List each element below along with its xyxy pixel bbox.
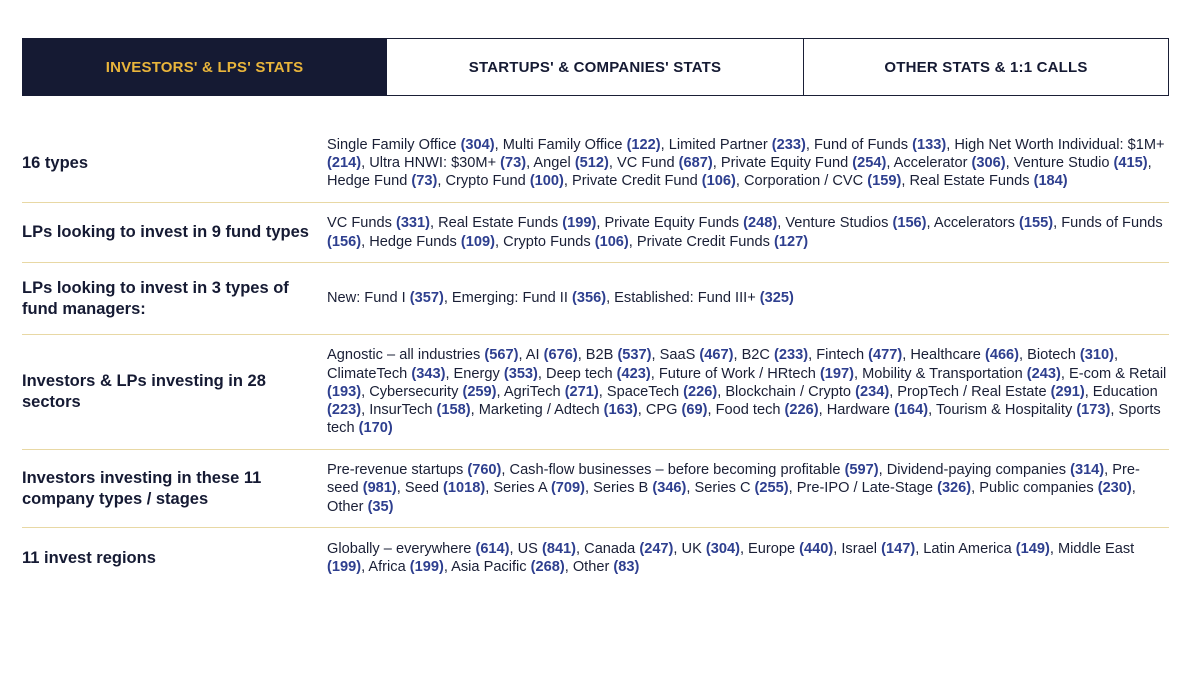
item-count: (122): [626, 136, 661, 153]
item-name: Blockchain / Crypto: [725, 383, 856, 400]
row-items: Agnostic – all industries (567), AI (676), B2B (537), SaaS (467), B2C (233), Fintech (477), Healthcare (466), Biotech (310), ClimateTech (343), Energy (353), Deep tech (423), Future of Work / HRtech (197), Mobility & Transportation (243), E-com & Retail (193), Cybersecurity (259), AgriTech (271), SpaceTech (226), Blockchain / Crypto (234), PropTech / Real Estate (291), Education (223), InsurTech (158), Marketing / Adtech (163), CPG (69), Food tech (226), Hardware (164), Tourism & Hospitality (173), Sports tech (170): [327, 347, 1167, 437]
item-count: (199): [562, 215, 597, 232]
row-label: 11 invest regions: [22, 548, 156, 567]
row-items: New: Fund I (357), Emerging: Fund II (356), Established: Fund III+ (325): [327, 290, 794, 307]
item-count: (83): [613, 559, 640, 575]
stats-row-sectors: [22, 335, 1169, 450]
item-count: (709): [550, 480, 586, 497]
item-name: Hedge Funds: [369, 233, 461, 250]
item-name: Real Estate Funds: [909, 173, 1034, 190]
item-count: (133): [912, 136, 947, 153]
stats-row-lp-fund-types: [22, 203, 1169, 263]
item-count: (331): [395, 215, 431, 232]
item-count: (199): [409, 559, 444, 575]
item-count: (537): [617, 347, 652, 364]
item-name: High Net Worth Individual: $1M+: [954, 136, 1165, 153]
item-name: Fintech: [816, 347, 869, 364]
item-count: (127): [773, 233, 809, 250]
item-name: Other: [327, 498, 368, 515]
item-count: (233): [774, 347, 809, 364]
stats-tab-bar: [22, 38, 1169, 96]
item-name: Emerging: Fund II: [451, 290, 572, 307]
item-count: (69): [681, 402, 708, 419]
item-count: (326): [937, 480, 972, 497]
item-count: (214): [327, 154, 362, 171]
item-count: (163): [603, 402, 638, 419]
stats-table: [22, 124, 1169, 588]
item-count: (173): [1076, 402, 1111, 419]
item-name: US: [517, 540, 542, 557]
item-count: (156): [892, 215, 927, 232]
item-count: (230): [1097, 480, 1132, 497]
item-name: Europe: [748, 540, 800, 557]
item-name: AgriTech: [503, 383, 565, 400]
item-count: (467): [699, 347, 734, 364]
tab-other-stats-calls[interactable]: OTHER STATS & 1:1 CALLS: [804, 38, 1169, 96]
item-count: (597): [844, 462, 879, 479]
item-count: (567): [484, 347, 519, 364]
row-items: VC Funds (331), Real Estate Funds (199), Private Equity Funds (248), Venture Studios (156), Accelerators (155), Funds of Funds (156), Hedge Funds (109), Crypto Funds (106), Private Credit Funds (127): [327, 215, 1163, 250]
item-name: Series B: [593, 480, 653, 497]
item-count: (164): [894, 402, 929, 419]
item-count: (243): [1026, 365, 1061, 382]
item-name: Asia Pacific: [451, 559, 531, 575]
item-count: (291): [1050, 383, 1085, 400]
item-name: Israel: [841, 540, 882, 557]
item-name: UK: [681, 540, 706, 557]
item-name: Cash-flow businesses – before becoming profitable: [509, 462, 845, 479]
item-name: Corporation / CVC: [743, 173, 868, 190]
item-count: (676): [543, 347, 578, 364]
item-name: Biotech: [1027, 347, 1080, 364]
item-count: (440): [799, 540, 834, 557]
item-name: Globally – everywhere: [327, 540, 476, 557]
item-count: (223): [327, 402, 362, 419]
tab-investors-lps-stats[interactable]: INVESTORS' & LPS' STATS: [22, 38, 387, 96]
item-name: Fund of Funds: [813, 136, 913, 153]
item-count: (254): [852, 154, 887, 171]
item-count: (170): [358, 420, 393, 437]
item-count: (73): [411, 173, 438, 190]
stats-row-company-stages: [22, 450, 1169, 528]
item-count: (226): [784, 402, 819, 419]
item-count: (234): [855, 383, 890, 400]
item-count: (423): [616, 365, 651, 382]
item-name: Agnostic – all industries: [327, 347, 485, 364]
item-name: Multi Family Office: [502, 136, 627, 153]
item-name: CPG: [645, 402, 682, 419]
item-name: Pre-IPO / Late-Stage: [796, 480, 938, 497]
item-count: (100): [529, 173, 564, 190]
item-name: Hedge Fund: [327, 173, 412, 190]
item-count: (73): [500, 154, 527, 171]
item-count: (614): [475, 540, 510, 557]
item-name: PropTech / Real Estate: [897, 383, 1051, 400]
item-name: Education: [1092, 383, 1158, 400]
item-count: (346): [652, 480, 687, 497]
item-count: (255): [754, 480, 789, 497]
item-name: B2B: [585, 347, 618, 364]
item-name: Series A: [493, 480, 551, 497]
item-count: (353): [503, 365, 538, 382]
item-name: Marketing / Adtech: [478, 402, 604, 419]
item-name: Venture Studios: [785, 215, 893, 232]
item-name: Cybersecurity: [369, 383, 463, 400]
item-name: SaaS: [659, 347, 700, 364]
item-name: E-com & Retail: [1068, 365, 1167, 382]
row-label: LPs looking to invest in 9 fund types: [22, 223, 309, 241]
item-count: (155): [1019, 215, 1054, 232]
item-name: Crypto Fund: [445, 173, 530, 190]
item-name: Private Equity Fund: [720, 154, 853, 171]
item-name: Canada: [584, 540, 640, 557]
item-name: Mobility & Transportation: [862, 365, 1027, 382]
item-count: (184): [1033, 173, 1068, 190]
item-count: (233): [771, 136, 806, 153]
item-count: (306): [971, 154, 1006, 171]
item-count: (156): [327, 233, 362, 250]
item-name: Future of Work / HRtech: [658, 365, 820, 382]
item-name: Sports tech: [327, 402, 1161, 437]
item-name: Ultra HNWI: $30M+: [369, 154, 501, 171]
row-items: Single Family Office (304), Multi Family Office (122), Limited Partner (233), Fund of Funds (133), High Net Worth Individual: $1M+ (214), Ultra HNWI: $30M+ (73), Angel (512), VC Fund (687), Private Equity Fund (254), Accelerator (306), Venture Studio (415), Hedge Fund (73), Crypto Fund (100), Private Credit Fund (106), Corporation / CVC (159), Real Estate Funds (184): [327, 136, 1165, 190]
item-name: Venture Studio: [1013, 154, 1114, 171]
item-count: (106): [594, 233, 629, 250]
row-label: Investors & LPs investing in 28 sectors: [22, 372, 266, 411]
stats-row-regions: [22, 528, 1169, 588]
item-name: Africa: [368, 559, 410, 575]
item-name: Funds of Funds: [1061, 215, 1163, 232]
item-count: (415): [1113, 154, 1148, 171]
item-count: (268): [530, 559, 565, 575]
item-name: Food tech: [715, 402, 785, 419]
item-count: (357): [409, 290, 444, 307]
item-name: Pre-seed: [327, 462, 1140, 497]
tab-startups-companies-stats[interactable]: STARTUPS' & COMPANIES' STATS: [387, 38, 804, 96]
item-name: Dividend-paying companies: [886, 462, 1071, 479]
item-count: (314): [1070, 462, 1105, 479]
item-count: (356): [571, 290, 607, 307]
item-name: Other: [572, 559, 614, 575]
item-name: Accelerator: [893, 154, 972, 171]
item-name: Private Equity Funds: [604, 215, 744, 232]
item-count: (304): [460, 136, 495, 153]
item-name: B2C: [741, 347, 775, 364]
item-name: Pre-revenue startups: [327, 462, 468, 479]
item-count: (259): [462, 383, 497, 400]
item-count: (247): [639, 540, 674, 557]
item-count: (304): [705, 540, 740, 557]
item-name: InsurTech: [369, 402, 437, 419]
row-label: Investors investing in these 11 company types / stages: [22, 468, 262, 508]
item-name: Real Estate Funds: [438, 215, 563, 232]
item-name: ClimateTech: [327, 365, 412, 382]
item-count: (193): [327, 383, 362, 400]
item-name: Tourism & Hospitality: [936, 402, 1077, 419]
item-count: (512): [574, 154, 609, 171]
item-count: (343): [411, 365, 446, 382]
item-name: Private Credit Funds: [636, 233, 774, 250]
item-name: VC Fund: [617, 154, 679, 171]
item-count: (687): [678, 154, 713, 171]
item-name: Hardware: [826, 402, 895, 419]
row-items: Globally – everywhere (614), US (841), Canada (247), UK (304), Europe (440), Israel (147), Latin America (149), Middle East (199), Africa (199), Asia Pacific (268), Other (83): [327, 540, 1135, 575]
item-name: Crypto Funds: [503, 233, 595, 250]
item-count: (841): [541, 540, 577, 557]
item-name: SpaceTech: [606, 383, 684, 400]
item-count: (248): [743, 215, 778, 232]
item-name: Single Family Office: [327, 136, 461, 153]
item-name: Middle East: [1057, 540, 1135, 557]
item-count: (199): [327, 559, 362, 575]
item-count: (147): [881, 540, 916, 557]
item-count: (760): [467, 462, 502, 479]
item-name: Angel: [533, 154, 575, 171]
stats-row-investor-types: [22, 124, 1169, 203]
item-count: (159): [867, 173, 902, 190]
item-name: Accelerators: [933, 215, 1020, 232]
item-count: (106): [701, 173, 736, 190]
item-name: Healthcare: [910, 347, 985, 364]
item-count: (466): [984, 347, 1020, 364]
item-name: Latin America: [923, 540, 1016, 557]
item-name: VC Funds: [327, 215, 396, 232]
item-count: (158): [436, 402, 471, 419]
item-count: (310): [1079, 347, 1114, 364]
item-count: (149): [1015, 540, 1050, 557]
item-name: New: Fund I: [327, 290, 410, 307]
item-count: (477): [868, 347, 903, 364]
item-name: Seed: [404, 480, 444, 497]
row-items: Pre-revenue startups (760), Cash-flow businesses – before becoming profitable (597), Dividend-paying companies (314), Pre-seed (981), Seed (1018), Series A (709), Series B (346), Series C (255), Pre-IPO / Late-Stage (326), Public companies (230), Other (35): [327, 462, 1140, 515]
item-count: (35): [367, 498, 394, 515]
item-count: (981): [362, 480, 397, 497]
item-count: (1018): [443, 480, 486, 497]
item-name: AI: [525, 347, 544, 364]
item-name: Established: Fund III+: [614, 290, 760, 307]
item-count: (197): [819, 365, 855, 382]
item-count: (325): [759, 290, 794, 307]
item-name: Series C: [694, 480, 755, 497]
item-count: (109): [460, 233, 495, 250]
row-label: LPs looking to invest in 3 types of fund managers:: [22, 278, 289, 318]
stats-row-fund-managers: [22, 263, 1169, 335]
item-name: Public companies: [979, 480, 1098, 497]
item-name: Limited Partner: [668, 136, 772, 153]
row-label: 16 types: [22, 153, 89, 172]
item-count: (226): [683, 383, 718, 400]
item-name: Private Credit Fund: [572, 173, 702, 190]
item-name: Energy: [453, 365, 504, 382]
item-count: (271): [564, 383, 599, 400]
item-name: Deep tech: [546, 365, 617, 382]
